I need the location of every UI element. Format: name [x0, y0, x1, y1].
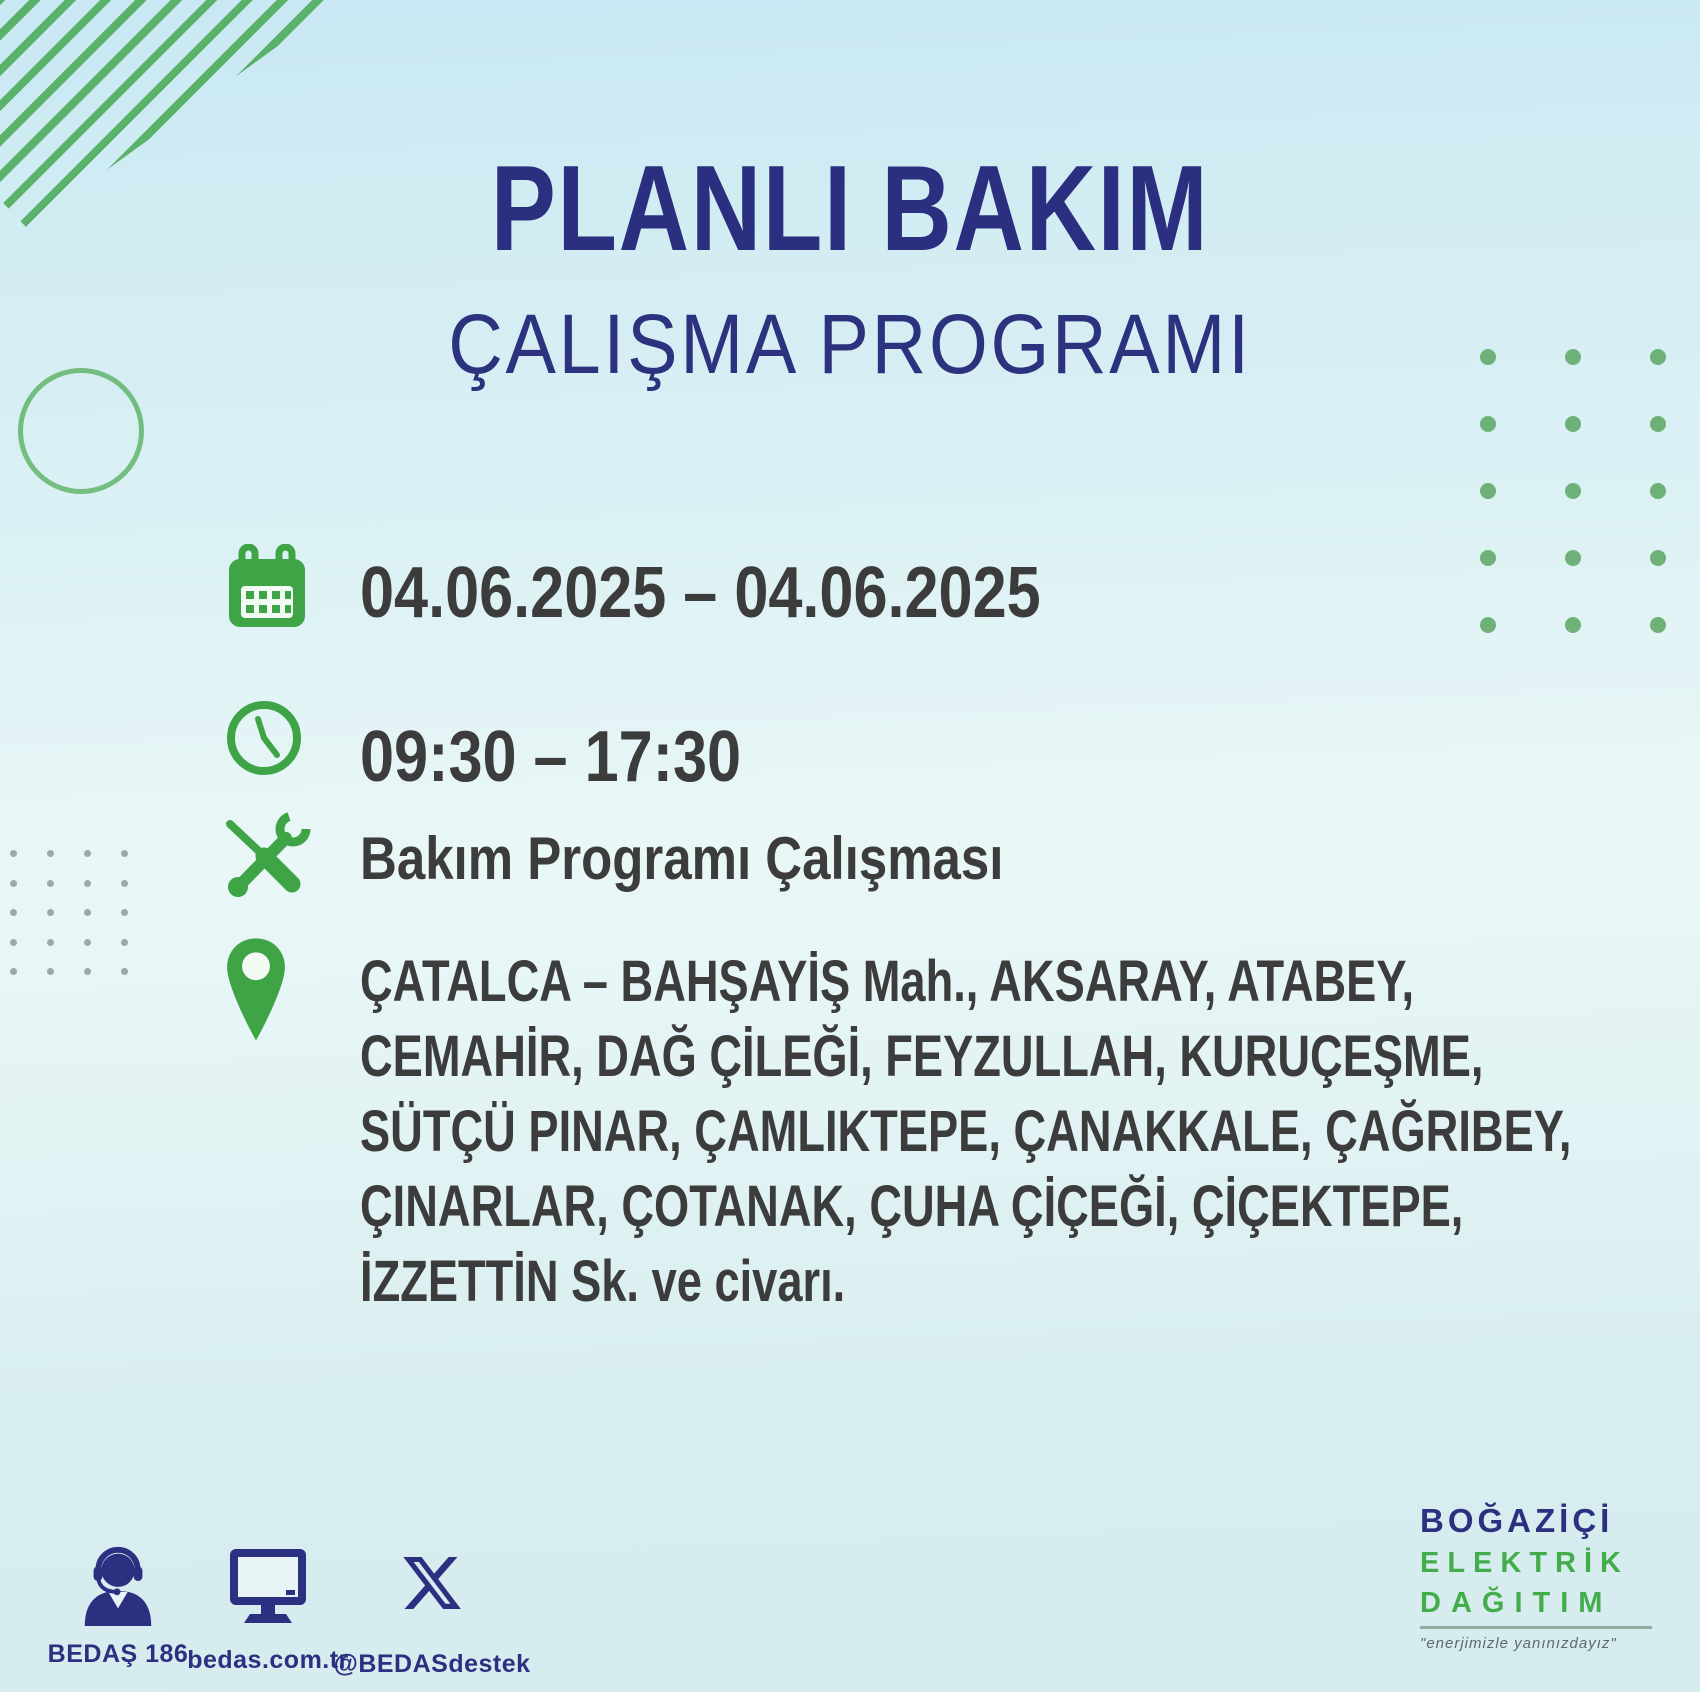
location-list [360, 944, 1571, 1319]
monitor-icon [228, 1613, 308, 1630]
support-agent-icon [73, 1613, 163, 1630]
brand-name-line3: DAĞITIM [1420, 1587, 1613, 1619]
brand-name-line2: ELEKTRİK [1420, 1547, 1629, 1579]
poster-subtitle: ÇALIŞMA PROGRAMI [448, 297, 1252, 391]
call-center-label: BEDAŞ 186 [47, 1640, 189, 1668]
location-line: ÇATALCA – BAHŞAYİŞ Mah., AKSARAY, ATABEY, [360, 949, 1415, 1014]
website-label: bedas.com.tr [187, 1646, 349, 1674]
map-pin-icon [224, 936, 288, 1044]
location-line: SÜTÇÜ PINAR, ÇAMLIKTEPE, ÇANAKKALE, ÇAĞRIBEY, [360, 1099, 1572, 1164]
brand-name-line1: BOĞAZİÇİ [1420, 1502, 1614, 1539]
work-type: Bakım Programı Çalışması [360, 825, 1004, 892]
location-line: CEMAHİR, DAĞ ÇİLEĞİ, FEYZULLAH, KURUÇEŞME, [360, 1024, 1484, 1089]
brand-logo [1420, 1502, 1660, 1652]
poster-title: PLANLI BAKIM [490, 140, 1210, 276]
date-range: 04.06.2025 – 04.06.2025 [360, 553, 1041, 633]
social-handle-label: @BEDASdestek [333, 1650, 531, 1678]
footer-item-call-center [47, 1540, 189, 1668]
location-line: İZZETTİN Sk. ve civarı. [360, 1249, 846, 1314]
brand-divider [1420, 1626, 1652, 1629]
footer-item-social [333, 1550, 531, 1678]
x-twitter-icon [400, 1603, 464, 1620]
footer-item-website [187, 1546, 349, 1674]
brand-tagline: "enerjimizle yanınızdayız" [1420, 1635, 1617, 1652]
clock-icon [224, 698, 304, 778]
tools-icon [214, 806, 312, 902]
location-line: ÇINARLAR, ÇOTANAK, ÇUHA ÇİÇEĞİ, ÇİÇEKTEPE, [360, 1174, 1464, 1239]
time-range: 09:30 – 17:30 [360, 717, 742, 797]
calendar-icon [226, 544, 308, 632]
